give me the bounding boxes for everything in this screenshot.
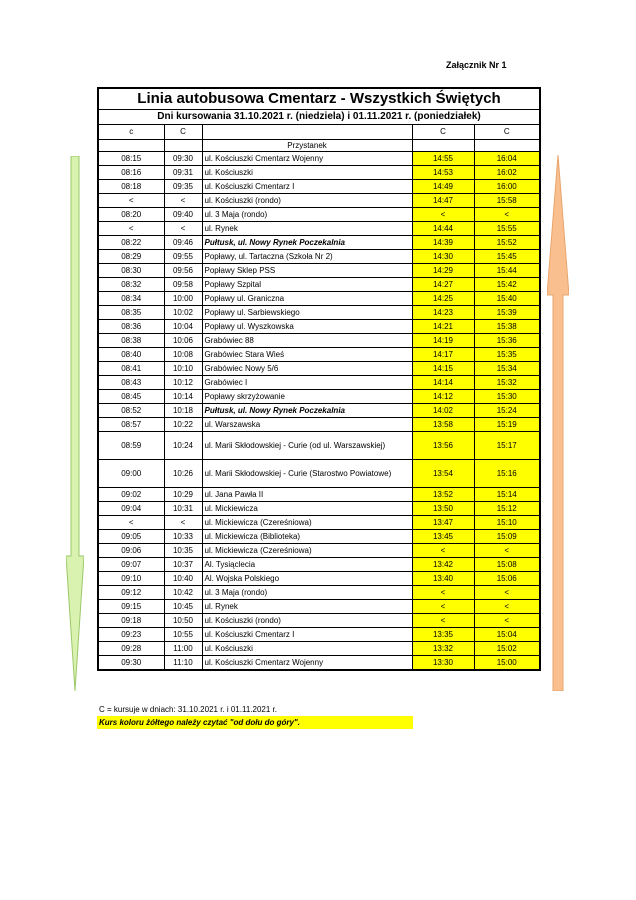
time-back-2: 15:24	[474, 404, 540, 418]
stop-name: Popławy ul. Graniczna	[202, 292, 412, 306]
time-back-2: 15:45	[474, 250, 540, 264]
stop-name: ul. Rynek	[202, 222, 412, 236]
time-out-2: 10:04	[164, 320, 202, 334]
time-out-2: 10:14	[164, 390, 202, 404]
table-row	[98, 558, 540, 572]
table-row	[98, 544, 540, 558]
header-col-4: C	[412, 125, 474, 140]
table-row	[98, 586, 540, 600]
stop-name: Popławy ul. Sarbiewskiego	[202, 306, 412, 320]
time-back-2: 15:36	[474, 334, 540, 348]
table-row	[98, 194, 540, 208]
time-back-2: 15:02	[474, 642, 540, 656]
time-out-1: 09:12	[98, 586, 164, 600]
time-back-2: 15:32	[474, 376, 540, 390]
header-col-3	[202, 125, 412, 140]
time-out-1: 09:18	[98, 614, 164, 628]
time-back-2: 15:04	[474, 628, 540, 642]
time-out-2: 09:30	[164, 152, 202, 166]
time-back-2: 16:04	[474, 152, 540, 166]
time-back-1: 14:55	[412, 152, 474, 166]
time-out-2: 09:40	[164, 208, 202, 222]
time-out-2: 09:46	[164, 236, 202, 250]
table-row	[98, 404, 540, 418]
note-text: C = kursuje w dniach: 31.10.2021 r. i 01.11.2021 r.	[99, 705, 277, 714]
time-back-1: 14:14	[412, 376, 474, 390]
time-back-2: 15:14	[474, 488, 540, 502]
time-back-1: 13:35	[412, 628, 474, 642]
stop-name: Popławy Szpital	[202, 278, 412, 292]
stop-name: Popławy, ul. Tartaczna (Szkoła Nr 2)	[202, 250, 412, 264]
time-back-2: 15:58	[474, 194, 540, 208]
time-out-1: 08:22	[98, 236, 164, 250]
time-back-1: 14:23	[412, 306, 474, 320]
table-row	[98, 460, 540, 488]
time-back-2: 15:52	[474, 236, 540, 250]
stop-name: ul. Mickiewicza (Czereśniowa)	[202, 544, 412, 558]
stop-name: Grabówiec Nowy 5/6	[202, 362, 412, 376]
time-out-1: <	[98, 516, 164, 530]
time-back-2: 15:39	[474, 306, 540, 320]
time-out-1: 08:45	[98, 390, 164, 404]
time-out-2: 10:37	[164, 558, 202, 572]
time-back-2: 15:10	[474, 516, 540, 530]
time-back-1: <	[412, 586, 474, 600]
stop-name: ul. 3 Maja (rondo)	[202, 208, 412, 222]
stop-name: ul. Marii Skłodowskiej - Curie (od ul. Warszawskiej)	[202, 432, 412, 460]
time-back-2: <	[474, 586, 540, 600]
time-back-1: 13:30	[412, 656, 474, 671]
time-out-1: 08:41	[98, 362, 164, 376]
time-out-2: 09:31	[164, 166, 202, 180]
stop-name: Popławy ul. Wyszkowska	[202, 320, 412, 334]
time-back-1: 13:45	[412, 530, 474, 544]
time-back-1: 14:29	[412, 264, 474, 278]
time-out-2: 10:08	[164, 348, 202, 362]
stop-name: ul. Kościuszki Cmentarz I	[202, 628, 412, 642]
stop-name: Al. Tysiąclecia	[202, 558, 412, 572]
time-out-1: 08:29	[98, 250, 164, 264]
stop-name: Pułtusk, ul. Nowy Rynek Poczekalnia	[202, 404, 412, 418]
table-row	[98, 236, 540, 250]
time-back-2: <	[474, 600, 540, 614]
table-row	[98, 278, 540, 292]
time-back-1: <	[412, 614, 474, 628]
time-back-2: 15:44	[474, 264, 540, 278]
table-row	[98, 152, 540, 166]
time-out-1: 08:30	[98, 264, 164, 278]
time-out-2: 10:31	[164, 502, 202, 516]
time-back-1: 14:47	[412, 194, 474, 208]
time-back-1: 14:30	[412, 250, 474, 264]
table-row	[98, 334, 540, 348]
table-row	[98, 250, 540, 264]
time-out-2: 10:29	[164, 488, 202, 502]
time-out-1: 09:15	[98, 600, 164, 614]
table-row	[98, 166, 540, 180]
header-blank-4	[412, 140, 474, 152]
time-out-1: 09:30	[98, 656, 164, 671]
time-back-1: 14:27	[412, 278, 474, 292]
time-back-1: 14:21	[412, 320, 474, 334]
time-back-1: <	[412, 208, 474, 222]
time-out-2: 10:40	[164, 572, 202, 586]
time-back-1: 13:42	[412, 558, 474, 572]
time-back-2: 15:40	[474, 292, 540, 306]
time-back-1: 13:54	[412, 460, 474, 488]
table-row	[98, 656, 540, 671]
stop-name: ul. Kościuszki (rondo)	[202, 614, 412, 628]
stop-name: ul. Mickiewicza	[202, 502, 412, 516]
time-back-2: 16:00	[474, 180, 540, 194]
time-out-1: 09:07	[98, 558, 164, 572]
time-out-2: 10:55	[164, 628, 202, 642]
time-out-1: 09:10	[98, 572, 164, 586]
table-row	[98, 264, 540, 278]
time-out-1: 08:57	[98, 418, 164, 432]
time-back-1: 14:15	[412, 362, 474, 376]
time-back-1: 13:50	[412, 502, 474, 516]
time-out-1: 08:34	[98, 292, 164, 306]
time-back-1: <	[412, 544, 474, 558]
time-out-2: <	[164, 222, 202, 236]
header-col-2: C	[164, 125, 202, 140]
time-back-2: 15:35	[474, 348, 540, 362]
time-out-1: 08:16	[98, 166, 164, 180]
time-back-2: 15:17	[474, 432, 540, 460]
time-back-1: 14:02	[412, 404, 474, 418]
time-back-1: 14:44	[412, 222, 474, 236]
time-back-2: 15:08	[474, 558, 540, 572]
time-back-1: 13:58	[412, 418, 474, 432]
time-out-2: 10:26	[164, 460, 202, 488]
time-back-2: 15:06	[474, 572, 540, 586]
stop-name: Pułtusk, ul. Nowy Rynek Poczekalnia	[202, 236, 412, 250]
table-row	[98, 418, 540, 432]
timetable-title: Linia autobusowa Cmentarz - Wszystkich Świętych	[98, 88, 540, 110]
time-out-2: <	[164, 194, 202, 208]
table-row	[98, 502, 540, 516]
stop-name: ul. Mickiewicza (Biblioteka)	[202, 530, 412, 544]
time-back-1: 14:49	[412, 180, 474, 194]
table-row	[98, 642, 540, 656]
time-back-2: <	[474, 544, 540, 558]
stop-name: Grabówiec 88	[202, 334, 412, 348]
arrow-down-icon	[66, 156, 84, 691]
time-back-2: 16:02	[474, 166, 540, 180]
table-row	[98, 390, 540, 404]
time-back-1: 13:56	[412, 432, 474, 460]
table-row	[98, 530, 540, 544]
header-blank-2	[164, 140, 202, 152]
stop-name: Popławy Sklep PSS	[202, 264, 412, 278]
time-back-2: 15:00	[474, 656, 540, 671]
time-out-1: 09:04	[98, 502, 164, 516]
table-row	[98, 516, 540, 530]
stop-name: ul. 3 Maja (rondo)	[202, 586, 412, 600]
time-back-1: 13:40	[412, 572, 474, 586]
time-out-2: 10:45	[164, 600, 202, 614]
time-out-2: 10:22	[164, 418, 202, 432]
timetable	[97, 87, 541, 671]
time-back-1: 13:47	[412, 516, 474, 530]
time-out-2: 10:18	[164, 404, 202, 418]
time-out-1: 08:15	[98, 152, 164, 166]
time-out-1: 08:32	[98, 278, 164, 292]
time-back-1: <	[412, 600, 474, 614]
table-row	[98, 600, 540, 614]
stop-name: Al. Wojska Polskiego	[202, 572, 412, 586]
time-out-1: <	[98, 194, 164, 208]
stop-name: ul. Kościuszki (rondo)	[202, 194, 412, 208]
time-back-2: 15:09	[474, 530, 540, 544]
stop-name: ul. Kościuszki	[202, 166, 412, 180]
header-blank-5	[474, 140, 540, 152]
stop-name: Grabówiec I	[202, 376, 412, 390]
stop-name: ul. Marii Skłodowskiej - Curie (Starostwo Powiatowe)	[202, 460, 412, 488]
time-out-2: 11:10	[164, 656, 202, 671]
time-back-2: <	[474, 208, 540, 222]
time-out-1: 08:43	[98, 376, 164, 390]
time-back-2: 15:12	[474, 502, 540, 516]
time-back-2: 15:55	[474, 222, 540, 236]
table-row	[98, 376, 540, 390]
time-back-1: 13:52	[412, 488, 474, 502]
time-back-1: 14:12	[412, 390, 474, 404]
stop-name: ul. Kościuszki	[202, 642, 412, 656]
time-out-2: 11:00	[164, 642, 202, 656]
time-back-2: 15:19	[474, 418, 540, 432]
time-back-2: 15:38	[474, 320, 540, 334]
time-back-2: 15:16	[474, 460, 540, 488]
table-row	[98, 306, 540, 320]
time-back-1: 14:25	[412, 292, 474, 306]
time-out-2: 10:10	[164, 362, 202, 376]
annex-label: Załącznik Nr 1	[446, 60, 507, 70]
time-out-2: 09:35	[164, 180, 202, 194]
table-row	[98, 222, 540, 236]
time-out-1: 08:35	[98, 306, 164, 320]
table-row	[98, 362, 540, 376]
table-row	[98, 320, 540, 334]
time-out-2: 10:42	[164, 586, 202, 600]
legend-text: Kurs koloru żółtego należy czytać "od dołu do góry".	[97, 716, 413, 729]
time-out-1: 09:28	[98, 642, 164, 656]
table-row	[98, 488, 540, 502]
time-out-1: <	[98, 222, 164, 236]
table-row	[98, 572, 540, 586]
timetable-subtitle: Dni kursowania 31.10.2021 r. (niedziela) i 01.11.2021 r. (poniedziałek)	[98, 110, 540, 125]
time-back-1: 14:53	[412, 166, 474, 180]
table-row	[98, 628, 540, 642]
time-out-2: 10:50	[164, 614, 202, 628]
time-out-1: 08:36	[98, 320, 164, 334]
header-col-5: C	[474, 125, 540, 140]
arrow-up-icon	[547, 155, 569, 691]
time-out-1: 08:18	[98, 180, 164, 194]
time-out-1: 09:05	[98, 530, 164, 544]
time-out-1: 08:20	[98, 208, 164, 222]
time-back-1: 13:32	[412, 642, 474, 656]
stop-name: ul. Mickiewicza (Czereśniowa)	[202, 516, 412, 530]
time-back-2: 15:30	[474, 390, 540, 404]
table-row	[98, 614, 540, 628]
time-out-1: 08:59	[98, 432, 164, 460]
time-out-2: 10:02	[164, 306, 202, 320]
stop-name: ul. Kościuszki Cmentarz Wojenny	[202, 656, 412, 671]
stop-name: ul. Warszawska	[202, 418, 412, 432]
time-out-1: 08:52	[98, 404, 164, 418]
stop-name: Grabówiec Stara Wieś	[202, 348, 412, 362]
table-row	[98, 432, 540, 460]
table-row	[98, 292, 540, 306]
header-col-1: c	[98, 125, 164, 140]
time-out-2: 09:55	[164, 250, 202, 264]
stop-name: ul. Kościuszki Cmentarz I	[202, 180, 412, 194]
time-out-2: 09:58	[164, 278, 202, 292]
time-out-2: 10:35	[164, 544, 202, 558]
stop-name: ul. Jana Pawła II	[202, 488, 412, 502]
time-out-2: 09:56	[164, 264, 202, 278]
time-back-2: <	[474, 614, 540, 628]
stop-name: ul. Rynek	[202, 600, 412, 614]
time-out-2: 10:24	[164, 432, 202, 460]
time-back-1: 14:17	[412, 348, 474, 362]
time-out-2: 10:00	[164, 292, 202, 306]
time-out-1: 09:00	[98, 460, 164, 488]
stop-header: Przystanek	[202, 140, 412, 152]
header-blank-1	[98, 140, 164, 152]
time-back-2: 15:42	[474, 278, 540, 292]
time-out-2: 10:06	[164, 334, 202, 348]
stop-name: ul. Kościuszki Cmentarz Wojenny	[202, 152, 412, 166]
time-out-1: 08:40	[98, 348, 164, 362]
table-row	[98, 348, 540, 362]
time-out-1: 09:06	[98, 544, 164, 558]
time-out-2: 10:12	[164, 376, 202, 390]
time-out-1: 09:23	[98, 628, 164, 642]
time-out-1: 09:02	[98, 488, 164, 502]
time-out-2: 10:33	[164, 530, 202, 544]
time-out-1: 08:38	[98, 334, 164, 348]
time-back-1: 14:19	[412, 334, 474, 348]
table-row	[98, 208, 540, 222]
stop-name: Popławy skrzyżowanie	[202, 390, 412, 404]
time-out-2: <	[164, 516, 202, 530]
time-back-2: 15:34	[474, 362, 540, 376]
table-row	[98, 180, 540, 194]
time-back-1: 14:39	[412, 236, 474, 250]
